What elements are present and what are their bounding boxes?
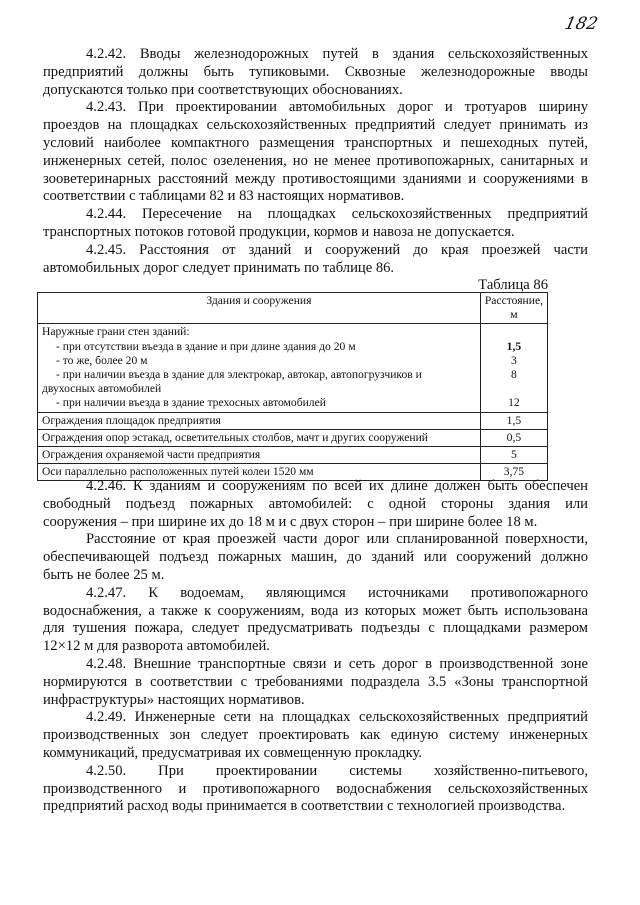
paragraph-line: нормируются в соответствии с требованиями подраздела 3.5 «Зоны транспортной xyxy=(43,673,588,690)
group-item-value: 8 xyxy=(511,368,517,382)
group-item-label: - то же, более 20 м xyxy=(56,353,148,367)
paragraph-line: допускаются только при соответствующих обоснованиях. xyxy=(43,81,403,98)
paragraph-line: 4.2.47. К водоемам, являющимся источниками противопожарного xyxy=(86,584,588,601)
paragraph-line: обеспечивающей подъезд пожарных машин, до зданий или сооружений должно xyxy=(43,549,588,566)
paragraph-line: 4.2.43. При проектировании автомобильных дорог и тротуаров ширину xyxy=(86,99,588,116)
header-distance: Расстояние, м xyxy=(480,293,547,324)
paragraph-line: 4.2.44. Пересечение на площадках сельскохозяйственных предприятий xyxy=(86,206,588,223)
paragraph-line: 12×12 м для разворота автомобилей. xyxy=(43,638,270,655)
row-value: 5 xyxy=(480,447,547,464)
paragraph-line: Расстояние от края проезжей части дорог или спланированной поверхности, xyxy=(86,531,588,548)
paragraph-line: автомобильных дорог следует принимать по таблице 86. xyxy=(43,259,395,276)
table-row xyxy=(38,447,548,464)
distance-table xyxy=(37,292,548,481)
paragraph-line: сооружения – при ширине их до 18 м и с двух сторон – при ширине более 18 м. xyxy=(43,513,538,530)
table-row xyxy=(38,429,548,446)
paragraph xyxy=(43,99,588,206)
group-item-label: - при наличии въезда в здание трехосных автомобилей xyxy=(56,396,326,410)
table-row xyxy=(38,412,548,429)
row-value: 0,5 xyxy=(480,429,547,446)
paragraph xyxy=(43,46,588,99)
paragraph-line: 4.2.42. Вводы железнодорожных путей в здания сельскохозяйственных xyxy=(86,46,588,62)
group-values-cell xyxy=(480,324,547,412)
group-item-value: 3 xyxy=(511,353,517,367)
paragraph-line: проездов на площадках сельскохозяйственных предприятий следует принимать из xyxy=(43,117,588,134)
paragraph-line: соответствии с таблицами 82 и 83 настоящих нормативов. xyxy=(43,188,405,205)
paragraph-line: транспортных потоков готовой продукции, кормов и навоза не допускается. xyxy=(43,223,515,240)
group-item-value: 1,5 xyxy=(506,339,522,353)
paragraph-line: водоснабжения, а также к сооружениям, вода из которых может быть использована xyxy=(43,602,588,619)
paragraph xyxy=(43,242,588,278)
paragraph xyxy=(43,206,588,242)
row-label: Ограждения охраняемой части предприятия xyxy=(38,447,481,464)
group-item-value: 12 xyxy=(508,396,520,410)
group-item-label: - при наличии въезда в здание для электрокар, автокар, автопогрузчиков и xyxy=(56,368,422,382)
paragraph-line: производственного и противопожарного водоснабжения сельскохозяйственных xyxy=(43,780,588,797)
row-label: Ограждения площадок предприятия xyxy=(38,412,481,429)
row-value: 1,5 xyxy=(480,412,547,429)
table-header-row xyxy=(38,293,548,324)
row-label: Оси параллельно расположенных путей колеи 1520 мм xyxy=(38,464,481,481)
paragraph-line: предприятий должны быть тупиковыми. Сквозные железнодорожные вводы xyxy=(43,63,588,80)
table-row xyxy=(38,324,548,412)
paragraph-line: 4.2.49. Инженерные сети на площадках сельскохозяйственных предприятий xyxy=(86,709,588,726)
row-label: Ограждения опор эстакад, осветительных столбов, мачт и других сооружений xyxy=(38,429,481,446)
paragraph xyxy=(43,709,588,762)
text-section-bottom xyxy=(43,478,588,816)
group-item-label: - при отсутствии въезда в здание и при длине здания до 20 м xyxy=(56,339,356,353)
paragraph-line: инфраструктуры» настоящих нормативов. xyxy=(43,691,305,708)
paragraph-line: для тушения пожара, следует предусматривать подъезды с площадками размером xyxy=(43,620,588,637)
paragraph-line: производственных зон следует проектировать как единую систему инженерных xyxy=(43,727,588,744)
paragraph-line: предприятий расход воды принимается в соответствии с технологией производства. xyxy=(43,798,566,815)
handwritten-page-number: 182 xyxy=(562,14,600,34)
paragraph xyxy=(43,478,588,531)
paragraph-line: свободный подъезд пожарных автомобилей: с одной стороны здания или xyxy=(43,495,588,512)
group-title: Наружные грани стен зданий: xyxy=(42,325,190,339)
paragraph-line: инженерных сетей, полос озеленения, но не менее противопожарных, санитарных и xyxy=(43,152,588,169)
row-value: 3,75 xyxy=(480,464,547,481)
group-cell xyxy=(38,324,481,412)
paragraph-line: 4.2.46. К зданиям и сооружениям по всей их длине должен быть обеспечен xyxy=(86,478,588,494)
paragraph-line: 4.2.45. Расстояния от зданий и сооружений до края проезжей части xyxy=(86,241,588,258)
paragraph-line: условий наиболее компактного размещения транспортных и пешеходных путей, xyxy=(43,134,588,151)
paragraph xyxy=(43,656,588,709)
group-item-label-cont: двухосных автомобилей xyxy=(42,382,162,396)
paragraph-line: быть не более 25 м. xyxy=(43,566,165,583)
paragraph-line: коммуникаций, предусматривая их совмещенную прокладку. xyxy=(43,744,422,761)
table-caption: Таблица 86 xyxy=(478,277,548,293)
paragraph-line: 4.2.48. Внешние транспортные связи и сеть дорог в производственной зоне xyxy=(86,655,588,672)
paragraph-line: 4.2.50. При проектировании системы хозяйственно-питьевого, xyxy=(86,762,588,779)
paragraph-line: зооветеринарных расстояний между противостоящими зданиями и сооружениями в xyxy=(43,170,588,187)
header-buildings: Здания и сооружения xyxy=(38,293,481,324)
paragraph xyxy=(43,531,588,584)
paragraph xyxy=(43,585,588,656)
paragraph xyxy=(43,763,588,816)
text-section-top xyxy=(43,46,588,277)
